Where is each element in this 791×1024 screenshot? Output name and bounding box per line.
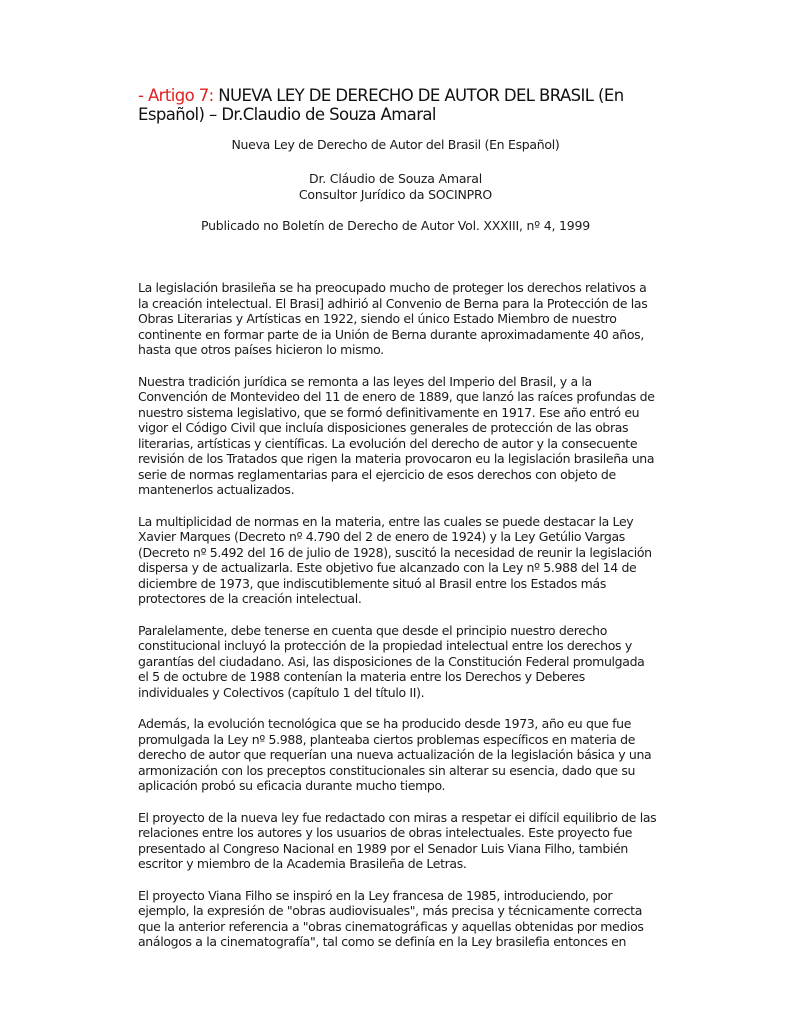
paragraph: Paralelamente, debe tenerse en cuenta que desde el principio nuestro derecho constitucional incluyó la protección de la propiedad intelectual entre los derechos y garantías del ciudadano. Asi, las disposiciones de la Constitución Federal promulgada el 5 de octubre de 1988 contenían la materia entre los Derechos y Deberes individuales y Colectivos (capítulo 1 del título II). xyxy=(138,622,645,700)
article-number: - Artigo 7: xyxy=(138,86,214,105)
publication-note: Publicado no Boletín de Derecho de Autor Vol. XXXIII, nº 4, 1999 xyxy=(200,218,591,233)
paragraph: El proyecto Viana Filho se inspiró en la Ley francesa de 1985, introduciendo, por ejemplo, la expresión de "obras audiovisuales", más precisa y técnicamente correcta que la anterior referencia a "obras cinematográficas y aquellas obtenidas por medios análogos a la cinematografía", tal como se definía en la Ley brasilefia entonces en xyxy=(138,887,644,949)
paragraph: Además, la evolución tecnológica que se ha producido desde 1973, año eu que fue promulgada la Ley nº 5.988, planteaba ciertos problemas específicos en materia de derecho de autor que requerían una nueva actualización de la legislación básica y una armonización con los preceptos constitucionales sin alterar su esencia, dado que su aplicación probó su eficacia durante mucho tiempo. xyxy=(138,716,652,793)
paragraph: La multiplicidad de normas en la materia, entre las cuales se puede destacar la Ley Xavier Marques (Decreto nº 4.790 del 2 de enero de 1924) y la Ley Getúlio Vargas (Decreto nº 5.492 del 16 de julio de 1928), suscitó la necesidad de reunir la legislación dispersa y de actualizarla. Este objetivo fue alcanzado con la Ley nº 5.988 del 14 de diciembre de 1973, que indiscutiblemente situó al Brasil entre los Estados más protectores de la creación intelectual. xyxy=(138,513,652,606)
author-block xyxy=(138,171,653,202)
document-subtitle: Nueva Ley de Derecho de Autor del Brasil (En Español) xyxy=(231,137,560,152)
author-role: Consultor Jurídico da SOCINPRO xyxy=(298,186,493,202)
paragraph: La legislación brasileña se ha preocupado mucho de proteger los derechos relativos a la creación intelectual. El Brasi] adhirió al Convenio de Berna para la Protección de las Obras Literarias y Artísticas en 1922, siendo el único Estado Miembro de nuestro continente en formar parte de ia Unión de Berna durante aproximadamente 40 años, hasta que otros países hicieron lo mismo. xyxy=(138,280,648,357)
paragraph: El proyecto de la nueva ley fue redactado con miras a respetar ei difícil equilibrio de las relaciones entre los autores y los usuarios de obras intelectuales. Este proyecto fue presentado al Congreso Nacional en 1989 por el Senador Luis Viana Filho, también escritor y miembro de la Academia Brasileña de Letras. xyxy=(138,809,657,871)
article-title xyxy=(138,86,658,124)
document-body xyxy=(138,280,658,966)
article-heading: NUEVA LEY DE DERECHO DE AUTOR DEL BRASIL (En Español) – Dr.Claudio de Souza Amaral xyxy=(138,86,624,124)
author-name: Dr. Cláudio de Souza Amaral xyxy=(309,171,482,186)
paragraph: Nuestra tradición jurídica se remonta a las leyes del Imperio del Brasil, y a la Convención de Montevideo del 11 de enero de 1889, que lanzó las raíces profundas de nuestro sistema legislativo, que se formó definitivamente en 1917. Ese año entró eu vigor el Código Civil que incluía disposiciones generales de protección de las obras literarias, artísticas y científicas. La evolución del derecho de autor y la consecuente revisión de los Tratados que rigen la materia provocaron eu la legislación brasileña una serie de normas reglamentarias para el ejercicio de esos derechos con objeto de mantenerlos actualizados. xyxy=(138,373,655,497)
